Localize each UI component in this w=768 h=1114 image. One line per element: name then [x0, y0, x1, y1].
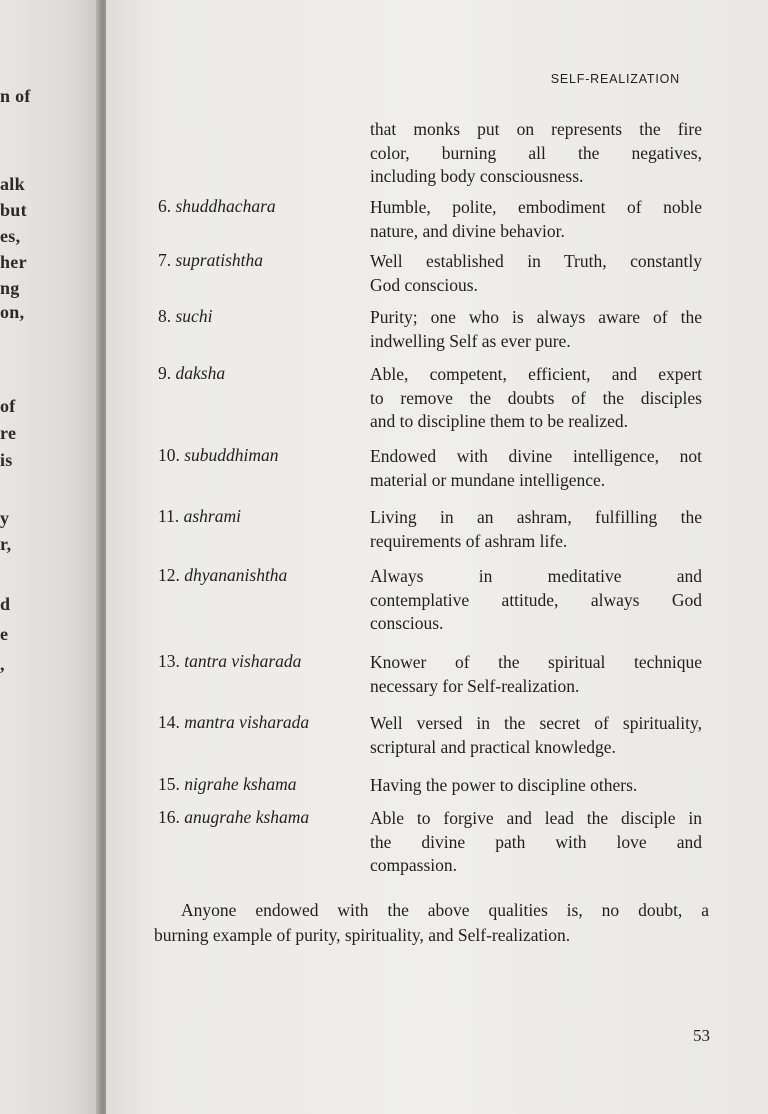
- definition-line: Well established in Truth, constantly: [370, 251, 702, 271]
- entry-word: subuddhiman: [184, 445, 279, 465]
- page-number: 53: [693, 1026, 710, 1045]
- entry-number: 7.: [158, 250, 172, 270]
- left-page-fragment: is: [0, 450, 13, 470]
- left-page-fragment: d: [0, 594, 11, 614]
- definition-line: the divine path with love and: [370, 831, 702, 852]
- entry-number: 9.: [158, 363, 172, 383]
- left-facing-page: [0, 0, 102, 1114]
- entry-term: [158, 506, 358, 527]
- entry-term: [158, 445, 358, 466]
- left-page-fragment: re: [0, 423, 17, 443]
- entry-definition: [370, 445, 702, 492]
- entry-word: dhyananishtha: [184, 565, 288, 585]
- entry-number: 8.: [158, 306, 172, 326]
- entry-definition: [370, 506, 702, 553]
- definition-line: Able to forgive and lead the disciple in: [370, 808, 702, 828]
- definition-line: Purity; one who is always aware of the: [370, 307, 702, 327]
- closing-paragraph: [154, 898, 709, 948]
- left-page-fragment: ,: [0, 654, 5, 674]
- entry-definition: [370, 565, 702, 636]
- entry-word: tantra visharada: [184, 651, 302, 671]
- definition-line: that monks put on represents the fire: [370, 119, 702, 139]
- entry-definition: [370, 807, 702, 878]
- entry-number: 11.: [158, 506, 180, 526]
- definition-line: compassion.: [370, 855, 458, 875]
- book-page: [106, 0, 768, 1114]
- entry-word: supratishtha: [175, 250, 264, 270]
- running-head: SELF-REALIZATION: [550, 72, 680, 86]
- definition-line: Able, competent, efficient, and expert: [370, 364, 702, 384]
- entry-term: [158, 306, 358, 327]
- definition-line: to remove the doubts of the disciples: [370, 387, 702, 408]
- definition-line: material or mundane intelligence.: [370, 469, 606, 490]
- left-page-fragment: of: [0, 396, 16, 416]
- entry-number: 10.: [158, 445, 180, 465]
- definition-line: scriptural and practical knowledge.: [370, 736, 616, 757]
- entry-term: [158, 363, 358, 384]
- continuation-definition: [370, 118, 702, 189]
- entry-number: 15.: [158, 774, 180, 794]
- entry-number: 14.: [158, 712, 180, 732]
- definition-line: Endowed with divine intelligence, not: [370, 446, 702, 466]
- entry-definition: [370, 712, 702, 759]
- left-page-fragment: n of: [0, 86, 31, 106]
- entry-definition: [370, 363, 702, 434]
- definition-line: conscious.: [370, 613, 444, 633]
- entry-term: [158, 250, 358, 271]
- definition-line: including body consciousness.: [370, 166, 584, 186]
- left-page-fragment: e: [0, 624, 9, 644]
- entry-word: shuddhachara: [175, 196, 276, 216]
- entry-definition: [370, 196, 702, 243]
- definition-line: Humble, polite, embodiment of noble: [370, 197, 702, 217]
- entry-word: nigrahe kshama: [184, 774, 297, 794]
- entry-term: [158, 565, 358, 586]
- left-page-fragment: alk: [0, 174, 25, 194]
- definition-line: Living in an ashram, fulfilling the: [370, 507, 702, 527]
- entry-definition: [370, 651, 702, 698]
- left-page-fragment: r,: [0, 534, 12, 554]
- entry-term: [158, 774, 358, 795]
- entry-definition: [370, 774, 702, 798]
- definition-line: Always in meditative and: [370, 566, 702, 586]
- left-page-fragment: ng: [0, 278, 20, 298]
- entry-word: daksha: [175, 363, 226, 383]
- entry-word: anugrahe kshama: [184, 807, 310, 827]
- left-page-fragment: on,: [0, 302, 25, 322]
- entry-term: [158, 807, 358, 828]
- definition-line: Having the power to discipline others.: [370, 775, 638, 795]
- definition-line: requirements of ashram life.: [370, 530, 568, 551]
- definition-line: contemplative attitude, always God: [370, 589, 702, 610]
- paragraph-line: Anyone endowed with the above qualities is, no doubt, a: [181, 900, 709, 920]
- entry-term: [158, 196, 358, 217]
- entry-number: 6.: [158, 196, 172, 216]
- entry-word: mantra visharada: [184, 712, 310, 732]
- entry-number: 12.: [158, 565, 180, 585]
- definition-line: necessary for Self-realization.: [370, 675, 580, 696]
- entry-word: ashrami: [183, 506, 241, 526]
- entry-term: [158, 712, 358, 733]
- definition-line: and to discipline them to be realized.: [370, 411, 629, 431]
- entry-term: [158, 651, 358, 672]
- definition-line: indwelling Self as ever pure.: [370, 330, 571, 351]
- definition-line: Knower of the spiritual technique: [370, 652, 702, 672]
- definition-line: Well versed in the secret of spirituality,: [370, 713, 702, 733]
- entry-number: 16.: [158, 807, 180, 827]
- left-page-fragment: but: [0, 200, 27, 220]
- entry-word: suchi: [175, 306, 213, 326]
- entry-number: 13.: [158, 651, 180, 671]
- entry-definition: [370, 306, 702, 353]
- left-page-fragment: her: [0, 252, 27, 272]
- definition-line: God conscious.: [370, 274, 478, 295]
- left-page-fragment: es,: [0, 226, 21, 246]
- entry-definition: [370, 250, 702, 297]
- definition-line: nature, and divine behavior.: [370, 220, 565, 241]
- definition-line: color, burning all the negatives,: [370, 142, 702, 163]
- left-page-fragment: y: [0, 508, 10, 528]
- paragraph-line: burning example of purity, spirituality, and Self-realization.: [154, 925, 571, 945]
